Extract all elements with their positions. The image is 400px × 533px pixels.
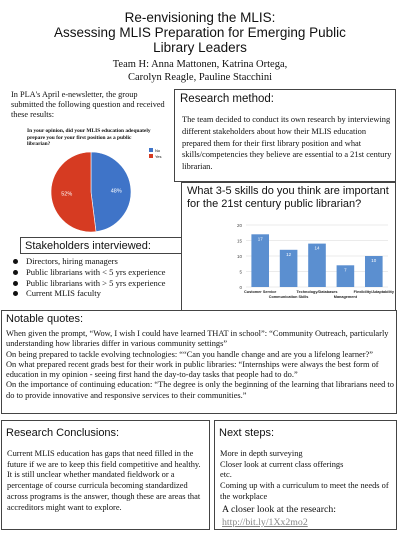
- pie-label-yes: 52%: [61, 191, 73, 198]
- stakeholders-heading-frame: [20, 237, 182, 254]
- y-tick-label: 0: [239, 285, 242, 290]
- bar-0: [251, 234, 269, 287]
- x-tick-label: Technology/Databases: [296, 290, 338, 294]
- quote-line: On being prepared to tackle evolving technologies: ““Can you handle change and are you a lifelong learner?”: [6, 349, 373, 359]
- next-steps-list: [220, 449, 395, 503]
- next-step-item: etc.: [220, 470, 232, 480]
- research-method-text: The team decided to conduct its own research by interviewing different stakeholders about how their MLIS education prepared them for their first library position and what skills/competencies they believe are essential to a 21st century librarian.: [182, 115, 392, 172]
- skills-heading: What 3-5 skills do you think are important for the 21st century public librarian?: [187, 185, 389, 210]
- legend-label-no: No: [155, 148, 161, 153]
- poster-title-line-1: Re-envisioning the MLIS:: [124, 10, 276, 25]
- stakeholder-item: Directors, hiring managers: [10, 256, 185, 267]
- poll-question: In your opinion, did your MLIS education adequately prepare you for your first position as a public librarian?: [27, 128, 151, 148]
- quote-line: When given the prompt, “Wow, I wish I could have learned THAT in school”: “Community Outreach, particularly understanding how libraries differ in various community settings”: [6, 329, 389, 349]
- research-method-heading: Research method:: [180, 93, 274, 105]
- authors-line-1: Team H: Anna Mattonen, Katrina Ortega,: [112, 59, 288, 70]
- next-step-item: More in depth surveying: [220, 449, 303, 458]
- conclusions-heading: Research Conclusions:: [6, 427, 120, 439]
- poster-authors: [0, 58, 400, 84]
- poll-pie-chart: [3, 88, 175, 234]
- quote-line: On what prepared recent grads best for their work in public libraries: “Internships were always the best form of education in my opinion - seeing first hand the day-to-day tasks that people had to do.”: [6, 359, 379, 380]
- y-tick-label: 15: [236, 238, 242, 244]
- stakeholder-item: Public librarians with < 5 yrs experience: [10, 267, 185, 278]
- x-tick-label: Flexibility/Adaptability: [353, 290, 394, 294]
- quotes-heading: Notable quotes:: [6, 313, 84, 325]
- intro-text: In PLA's April e-newsletter, the group submitted the following question and received these results:: [11, 90, 165, 120]
- skills-panel: [181, 182, 396, 314]
- next-steps-heading: Next steps:: [219, 427, 275, 439]
- next-steps-panel: [214, 420, 397, 530]
- y-tick-label: 10: [236, 254, 242, 259]
- stakeholder-item: Current MLIS faculty: [10, 288, 185, 299]
- bar-data-label: 12: [286, 251, 292, 257]
- quote-line: On the importance of continuing education: “The degree is only the beginning of the learning that librarians need to do to provide innovative and responsive services to their communities.”: [6, 380, 394, 400]
- stakeholder-item: Public librarians with > 5 yrs experience: [10, 278, 185, 289]
- closer-look-text: A closer look at the research:: [222, 504, 336, 515]
- bar-data-label: 14: [314, 245, 320, 251]
- conclusions-panel: [1, 420, 210, 530]
- stakeholders-list: [10, 256, 185, 299]
- x-tick-label: Communication Skills: [268, 295, 309, 299]
- research-method-panel: [174, 89, 396, 182]
- next-step-item: Coming up with a curriculum to meet the needs of the workplace: [220, 481, 389, 501]
- pie-label-no: 48%: [110, 188, 122, 195]
- x-tick-label: Management: [333, 295, 358, 299]
- quotes-body: [6, 329, 396, 401]
- poster-title-line-3: Library Leaders: [153, 40, 247, 55]
- authors-line-2: Carolyn Reagle, Pauline Stacchini: [127, 72, 273, 83]
- y-tick-label: 20: [236, 223, 242, 228]
- intro-panel: [3, 88, 175, 234]
- legend-label-yes: Yes: [155, 154, 162, 159]
- bar-data-label: 7: [344, 267, 347, 273]
- poster-title-line-2: Assessing MLIS Preparation for Emerging Public: [54, 25, 346, 40]
- bar-data-label: 10: [371, 258, 377, 263]
- stakeholders-heading: Stakeholders interviewed:: [25, 240, 151, 252]
- conclusions-text: Current MLIS education has gaps that need filled in the future if we are to keep this field competitive and healthy. It is still unclear whether mandated fieldwork or a percentage of course curricula becoming standardized across programs is the answer, though these are areas that accreditors might want to explore.: [7, 449, 201, 512]
- next-step-item: Closer look at current class offerings: [220, 459, 344, 469]
- y-tick-label: 5: [239, 269, 242, 275]
- skills-bar-chart: [182, 221, 395, 313]
- bar-chart-x-labels: [244, 290, 395, 299]
- bar-data-label: 17: [257, 236, 263, 242]
- poster-title: [0, 10, 400, 55]
- research-link[interactable]: http://bit.ly/1Xx2mo2: [222, 517, 308, 528]
- quotes-panel: [1, 310, 397, 414]
- bar-chart-bars: [251, 234, 382, 287]
- pie-slice-yes: [51, 152, 96, 232]
- x-tick-label: Customer Service: [244, 290, 277, 294]
- bar-chart-y-ticks: [237, 223, 243, 290]
